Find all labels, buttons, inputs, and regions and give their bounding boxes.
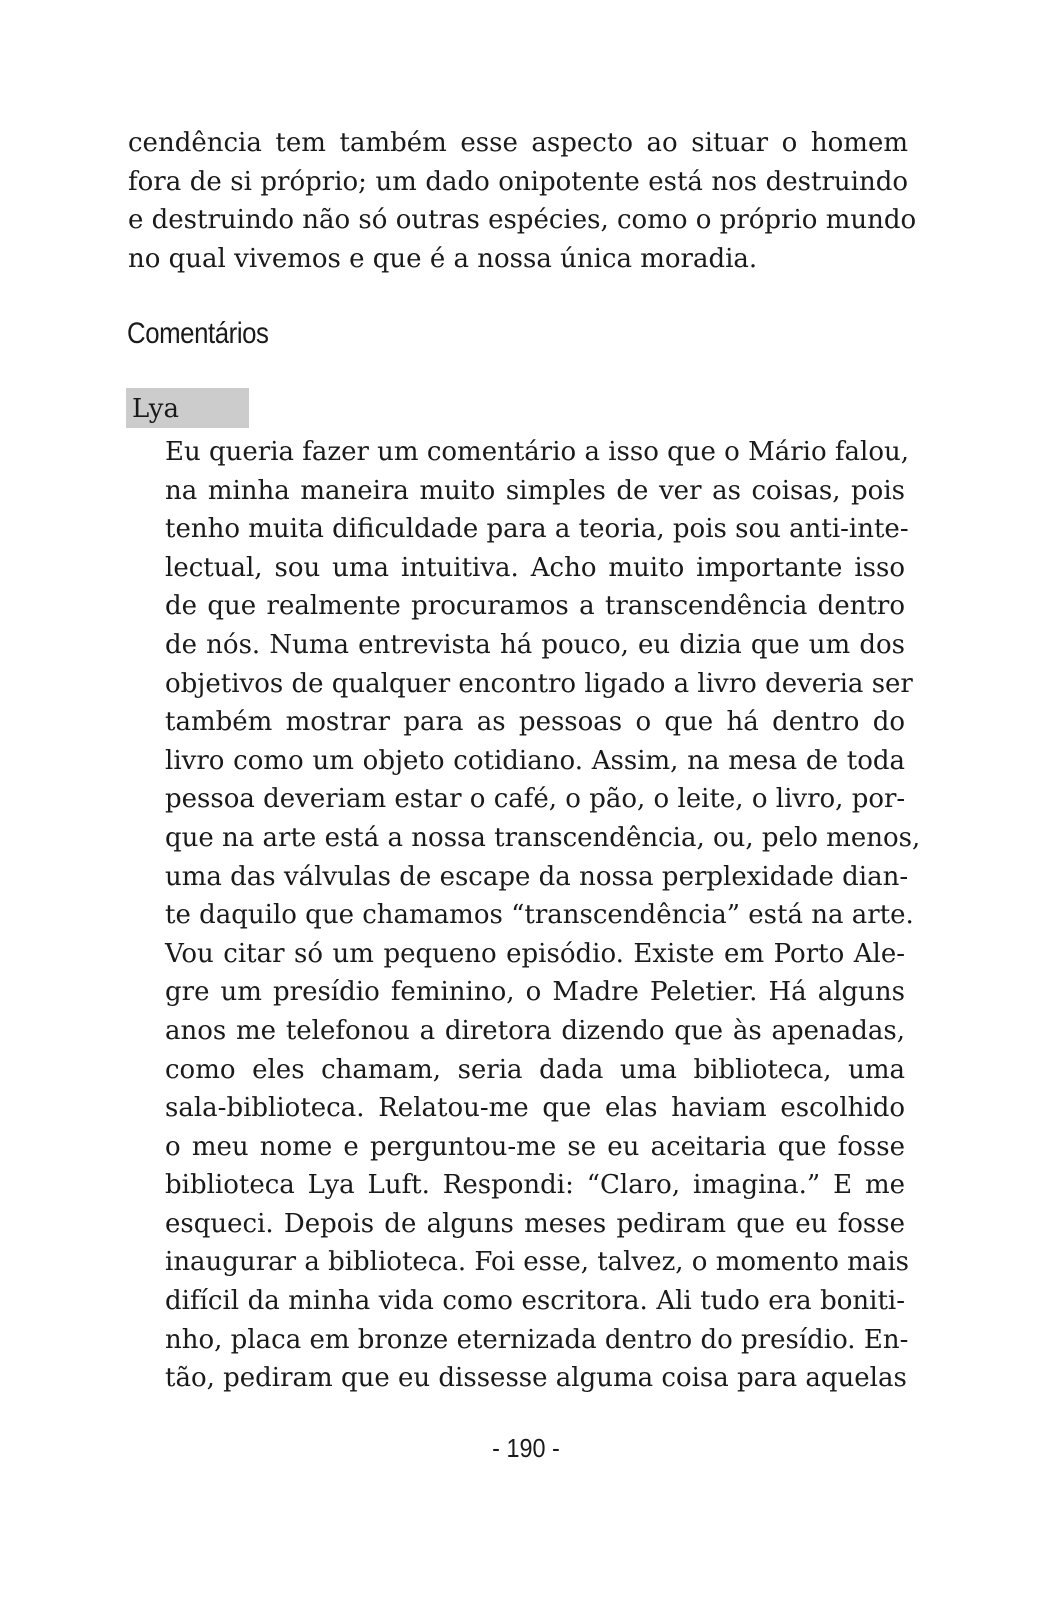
text-line: de que realmente procuramos a transcendência dentro [165, 591, 905, 622]
text-line: biblioteca Lya Luft. Respondi: “Claro, imagina.” E me [165, 1170, 905, 1201]
text-line: sala-biblioteca. Relatou-me que elas haviam escolhido [165, 1093, 905, 1124]
text-line: tão, pediram que eu dissesse alguma coisa para aquelas [165, 1363, 907, 1394]
text-line: cendência tem também esse aspecto ao situar o homem [128, 128, 908, 158]
text-line: de nós. Numa entrevista há pouco, eu dizia que um dos [165, 629, 905, 660]
text-line: no qual vivemos e que é a nossa única moradia. [128, 243, 758, 274]
page-number: - 190 - [492, 1433, 560, 1463]
text-line: inaugurar a biblioteca. Foi esse, talvez, o momento mais [165, 1247, 909, 1278]
text-line: que na arte está a nossa transcendência, ou, pelo menos, [165, 822, 921, 853]
text-line: Vou citar só um pequeno episódio. Existe em Porto Ale- [165, 938, 905, 969]
speaker-name: Lya [132, 394, 179, 424]
text-line: gre um presídio feminino, o Madre Peletier. Há alguns [165, 977, 905, 1008]
section-heading: Comentários [127, 317, 269, 350]
text-line: esqueci. Depois de alguns meses pediram que eu fosse [165, 1208, 905, 1239]
text-line: livro como um objeto cotidiano. Assim, na mesa de toda [165, 745, 905, 776]
text-line: como eles chamam, seria dada uma biblioteca, uma [165, 1054, 905, 1085]
text-line: difícil da minha vida como escritora. Ali tudo era boniti- [165, 1286, 905, 1317]
text-line: fora de si próprio; um dado onipotente está nos destruindo [128, 166, 908, 197]
speaker-label [126, 388, 249, 428]
text-line: o meu nome e perguntou-me se eu aceitaria que fosse [165, 1131, 905, 1162]
text-line: Eu queria fazer um comentário a isso que o Mário falou, [165, 437, 909, 467]
speech-paragraph [165, 433, 921, 1398]
text-line: objetivos de qualquer encontro ligado a livro deveria ser [165, 668, 913, 699]
intro-paragraph [128, 124, 917, 278]
text-line: e destruindo não só outras espécies, como o próprio mundo [128, 205, 917, 236]
text-line: te daquilo que chamamos “transcendência” está na arte. [165, 900, 914, 931]
text-line: pessoa deveriam estar o café, o pão, o leite, o livro, por- [165, 784, 906, 815]
text-line: nho, placa em bronze eternizada dentro do presídio. En- [165, 1324, 909, 1355]
text-line: também mostrar para as pessoas o que há dentro do [165, 707, 905, 738]
text-line: uma das válvulas de escape da nossa perplexidade dian- [165, 861, 909, 892]
text-line: lectual, sou uma intuitiva. Acho muito importante isso [165, 552, 905, 583]
text-line: na minha maneira muito simples de ver as coisas, pois [165, 475, 905, 506]
text-line: anos me telefonou a diretora dizendo que às apenadas, [165, 1015, 905, 1046]
text-line: tenho muita dificuldade para a teoria, pois sou anti-inte- [165, 514, 909, 545]
